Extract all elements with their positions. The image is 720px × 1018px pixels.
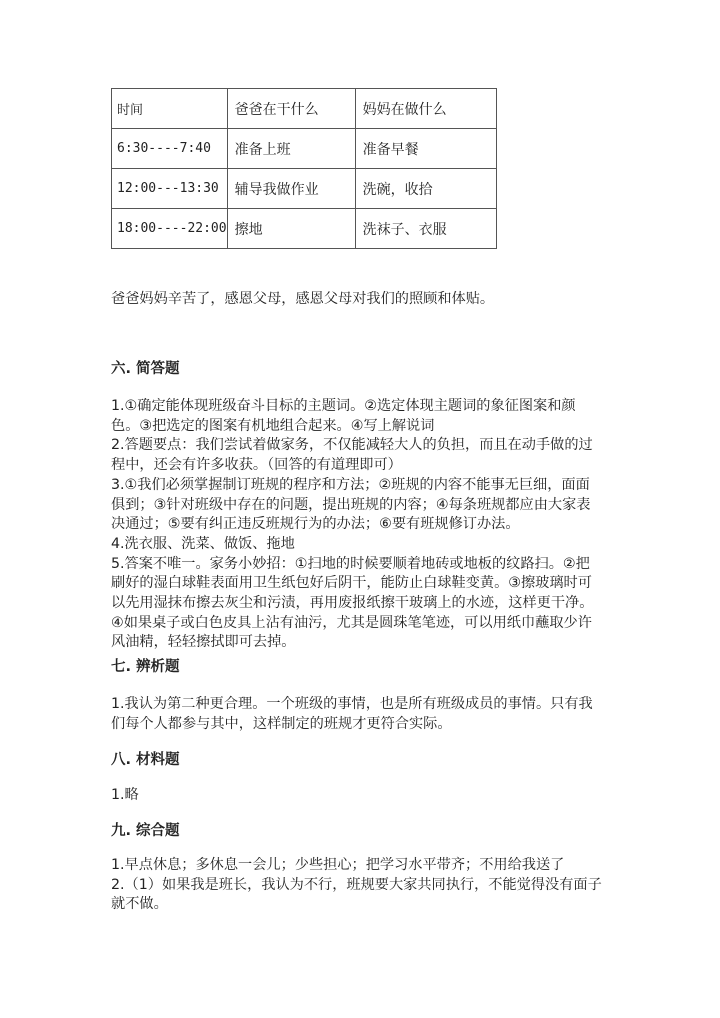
table-header-row — [112, 89, 497, 129]
section-title: 九. 综合题 — [111, 823, 180, 839]
table-cell: 18:00----22:00 — [112, 209, 228, 249]
table-cell: 洗碗，收拾 — [355, 169, 496, 209]
header-cell: 时间 — [112, 89, 228, 129]
answer-line: ④如果桌子或白色皮具上沾有油污，尤其是圆珠笔笔迹，可以用纸巾蘸取少许 — [111, 614, 592, 631]
answer-line: 2.答题要点：我们尝试着做家务，不仅能减轻大人的负担，而且在动手做的过 — [111, 437, 593, 454]
answer-line: 2.（1）如果我是班长，我认为不行，班规要大家共同执行，不能觉得没有面子 — [111, 876, 602, 893]
section-title: 七. 辨析题 — [111, 659, 180, 675]
table-cell: 擦地 — [227, 209, 355, 249]
answer-line: 以先用湿抹布擦去灰尘和污渍，再用废报纸擦干玻璃上的水迹，这样更干净。 — [111, 595, 594, 612]
answer-line: 程中，还会有许多收获。（回答的有道理即可） — [111, 457, 402, 474]
table-cell: 12:00---13:30 — [112, 169, 228, 209]
answer-line: 刷好的湿白球鞋表面用卫生纸包好后阴干，能防止白球鞋变黄。③擦玻璃时可 — [111, 575, 592, 592]
section-body — [111, 695, 593, 734]
answer-line: 3.①我们必须掌握制订班规的程序和方法；②班规的内容不能事无巨细，面面 — [111, 476, 590, 493]
table-cell: 辅导我做作业 — [227, 169, 355, 209]
answer-line: 就不做。 — [111, 896, 168, 913]
table-note: 爸爸妈妈辛苦了，感恩父母，感恩父母对我们的照顾和体贴。 — [111, 291, 495, 307]
table-row — [112, 169, 497, 209]
answer-line: 俱到；③针对班级中存在的问题，提出班规的内容；④每条班规都应由大家表 — [111, 496, 591, 513]
section-body — [111, 397, 593, 653]
answer-line: 4.洗衣服、洗菜、做饭、拖地 — [111, 535, 295, 552]
table-row — [112, 209, 497, 249]
answer-line: 1.早点休息；多休息一会儿；少些担心；把学习水平带齐；不用给我送了 — [111, 857, 565, 873]
header-cell: 妈妈在做什么 — [355, 89, 496, 129]
section-title: 六. 简答题 — [111, 361, 180, 377]
answer-line: 1.①确定能体现班级奋斗目标的主题词。②选定体现主题词的象征图案和颜 — [111, 398, 576, 414]
answer-line: 1.略 — [111, 787, 139, 803]
section-body — [111, 786, 139, 806]
table-cell: 洗袜子、衣服 — [355, 209, 496, 249]
table-cell: 准备上班 — [227, 129, 355, 169]
answer-line: 决通过；⑤要有纠正违反班规行为的办法；⑥要有班规修订办法。 — [111, 516, 520, 533]
header-cell: 爸爸在干什么 — [227, 89, 355, 129]
table-cell: 准备早餐 — [355, 129, 496, 169]
answer-line: 1.我认为第二种更合理。一个班级的事情，也是所有班级成员的事情。只有我 — [111, 696, 593, 712]
table-row — [112, 129, 497, 169]
section-title: 八. 材料题 — [111, 752, 180, 768]
table-cell: 6:30----7:40 — [112, 129, 228, 169]
answer-line: 们每个人都参与其中，这样制定的班规才更符合实际。 — [111, 715, 452, 732]
schedule-table — [111, 88, 497, 249]
section-body — [111, 856, 602, 915]
answer-line: 色。③把选定的图案有机地组合起来。④写上解说词 — [111, 417, 435, 434]
answer-line: 5.答案不唯一。家务小妙招：①扫地的时候要顺着地砖或地板的纹路扫。②把 — [111, 555, 590, 572]
answer-line: 风油精，轻轻擦拭即可去掉。 — [111, 634, 296, 651]
